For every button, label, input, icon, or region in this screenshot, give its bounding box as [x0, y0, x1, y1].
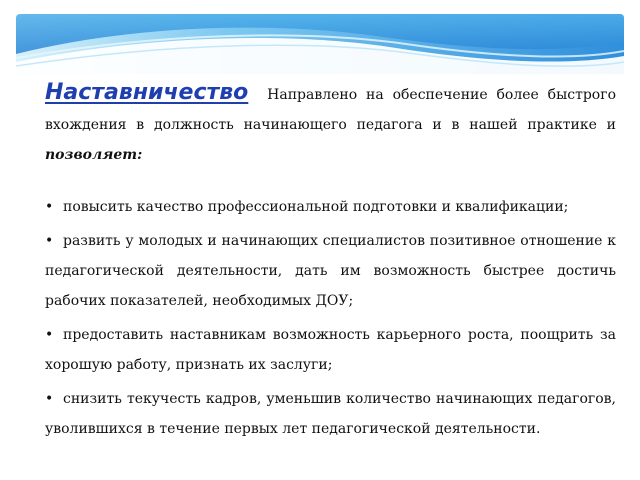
bullet-icon: • — [45, 391, 54, 407]
bullet-icon: • — [45, 327, 54, 343]
bullet-text: повысить качество профессиональной подготовки и квалификации; — [63, 199, 569, 215]
wave-graphic — [16, 14, 624, 74]
bullet-item — [45, 384, 616, 444]
bullet-icon: • — [45, 233, 54, 249]
bullet-list — [45, 192, 616, 444]
slide — [16, 14, 624, 480]
header-wave-banner — [16, 14, 624, 74]
bullet-icon: • — [45, 199, 54, 215]
bullet-item — [45, 320, 616, 380]
intro-paragraph — [45, 78, 616, 170]
intro-emphasis: позволяет: — [45, 147, 143, 163]
bullet-item — [45, 192, 616, 222]
bullet-text: снизить текучесть кадров, уменьшив количество начинающих педагогов, уволившихся в течение первых лет педагогической деятельности. — [45, 391, 616, 437]
bullet-text: развить у молодых и начинающих специалистов позитивное отношение к педагогической деятельности, дать им возможность быстрее достичь рабочих показателей, необходимых ДОУ; — [45, 233, 616, 309]
intro-text: Направлено на обеспечение более быстрого вхождения в должность начинающего педагога и в нашей практике и — [45, 87, 616, 133]
bullet-item — [45, 226, 616, 316]
lead-term: Наставничество — [45, 80, 249, 105]
bullet-text: предоставить наставникам возможность карьерного роста, поощрить за хорошую работу, признать их заслуги; — [45, 327, 616, 373]
slide-body — [45, 78, 616, 448]
